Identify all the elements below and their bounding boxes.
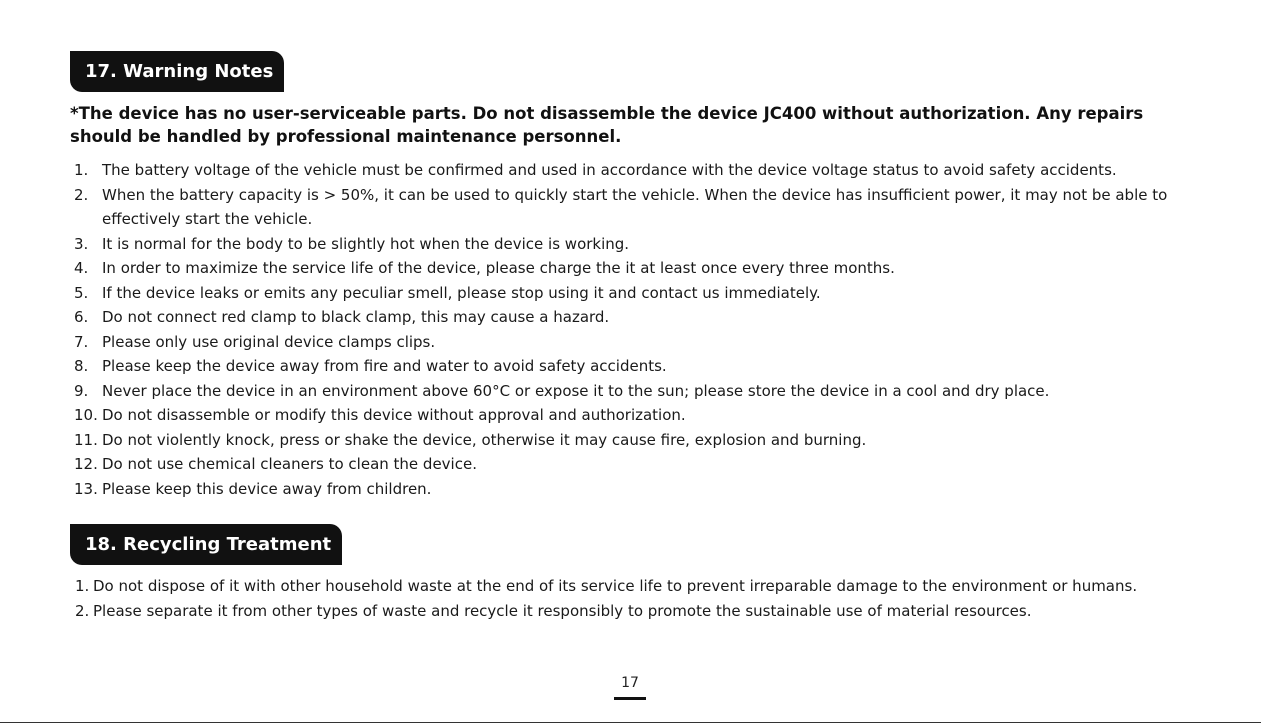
list-item-text: In order to maximize the service life of the device, please charge the it at least once every three months.	[102, 259, 895, 277]
list-item-number: 1.	[74, 161, 89, 179]
list-item	[70, 281, 1190, 306]
list-item-number: 11.	[74, 430, 98, 449]
list-item-text: Please separate it from other types of waste and recycle it responsibly to promote the sustainable use of material resources.	[93, 601, 1032, 620]
page-bottom-border	[0, 722, 1261, 723]
list-item-text: Please keep the device away from fire and water to avoid safety accidents.	[102, 357, 667, 375]
list-item-text: Do not dispose of it with other household waste at the end of its service life to prevent irreparable damage to the environment or humans.	[93, 577, 1138, 595]
warning-notice: *The device has no user-serviceable parts. Do not disassemble the device JC400 without authorization. Any repairs should be handled by professional maintenance personnel.	[70, 104, 1144, 146]
list-item-text: It is normal for the body to be slightly hot when the device is working.	[102, 234, 630, 253]
list-item-number: 4.	[74, 259, 89, 277]
list-item	[70, 354, 1190, 379]
list-item-number: 10.	[74, 406, 98, 424]
list-item-number: 2.	[75, 601, 90, 620]
list-item-number: 9.	[74, 381, 89, 400]
list-item	[70, 452, 1190, 477]
list-item	[70, 232, 1190, 257]
list-item-number: 1.	[75, 577, 90, 595]
page-number-underline	[614, 697, 646, 700]
list-item	[70, 379, 1190, 404]
list-item-number: 6.	[74, 308, 89, 326]
list-item-number: 13.	[74, 479, 98, 498]
list-item	[70, 183, 1190, 232]
list-item-text: Please only use original device clamps clips.	[102, 332, 436, 351]
list-item-number: 12.	[74, 455, 98, 473]
section-heading-warning-notes: 17. Warning Notes	[70, 51, 284, 92]
list-item-text: Do not violently knock, press or shake the device, otherwise it may cause fire, explosion and burning.	[102, 430, 867, 449]
list-item	[70, 403, 1190, 428]
list-item-text: When the battery capacity is > 50%, it can be used to quickly start the vehicle. When the device has insufficient power, it may not be able to effectively start the vehicle.	[102, 185, 1168, 228]
list-item-number: 5.	[74, 283, 89, 302]
list-item	[70, 330, 1190, 355]
list-item	[70, 158, 1190, 183]
warning-list	[70, 158, 1190, 501]
list-item	[70, 477, 1190, 502]
list-item-text: Do not use chemical cleaners to clean the device.	[102, 455, 477, 473]
list-item-text: If the device leaks or emits any peculiar smell, please stop using it and contact us immediately.	[102, 283, 821, 302]
list-item-number: 8.	[74, 357, 89, 375]
list-item-number: 3.	[74, 234, 89, 253]
list-item	[70, 599, 1190, 624]
list-item-text: Never place the device in an environment above 60°C or expose it to the sun; please store the device in a cool and dry place.	[102, 381, 1050, 400]
list-item-number: 7.	[74, 332, 89, 351]
recycling-list	[70, 574, 1190, 623]
list-item	[70, 256, 1190, 281]
section-heading-recycling-treatment: 18. Recycling Treatment	[70, 524, 342, 565]
list-item	[70, 428, 1190, 453]
list-item-text: The battery voltage of the vehicle must be confirmed and used in accordance with the device voltage status to avoid safety accidents.	[102, 161, 1117, 179]
list-item-number: 2.	[74, 185, 89, 204]
list-item-text: Do not disassemble or modify this device without approval and authorization.	[102, 406, 686, 424]
list-item	[70, 574, 1190, 599]
list-item-text: Do not connect red clamp to black clamp, this may cause a hazard.	[102, 308, 610, 326]
page-number: 17	[621, 675, 639, 691]
list-item	[70, 305, 1190, 330]
list-item-text: Please keep this device away from children.	[102, 479, 432, 498]
